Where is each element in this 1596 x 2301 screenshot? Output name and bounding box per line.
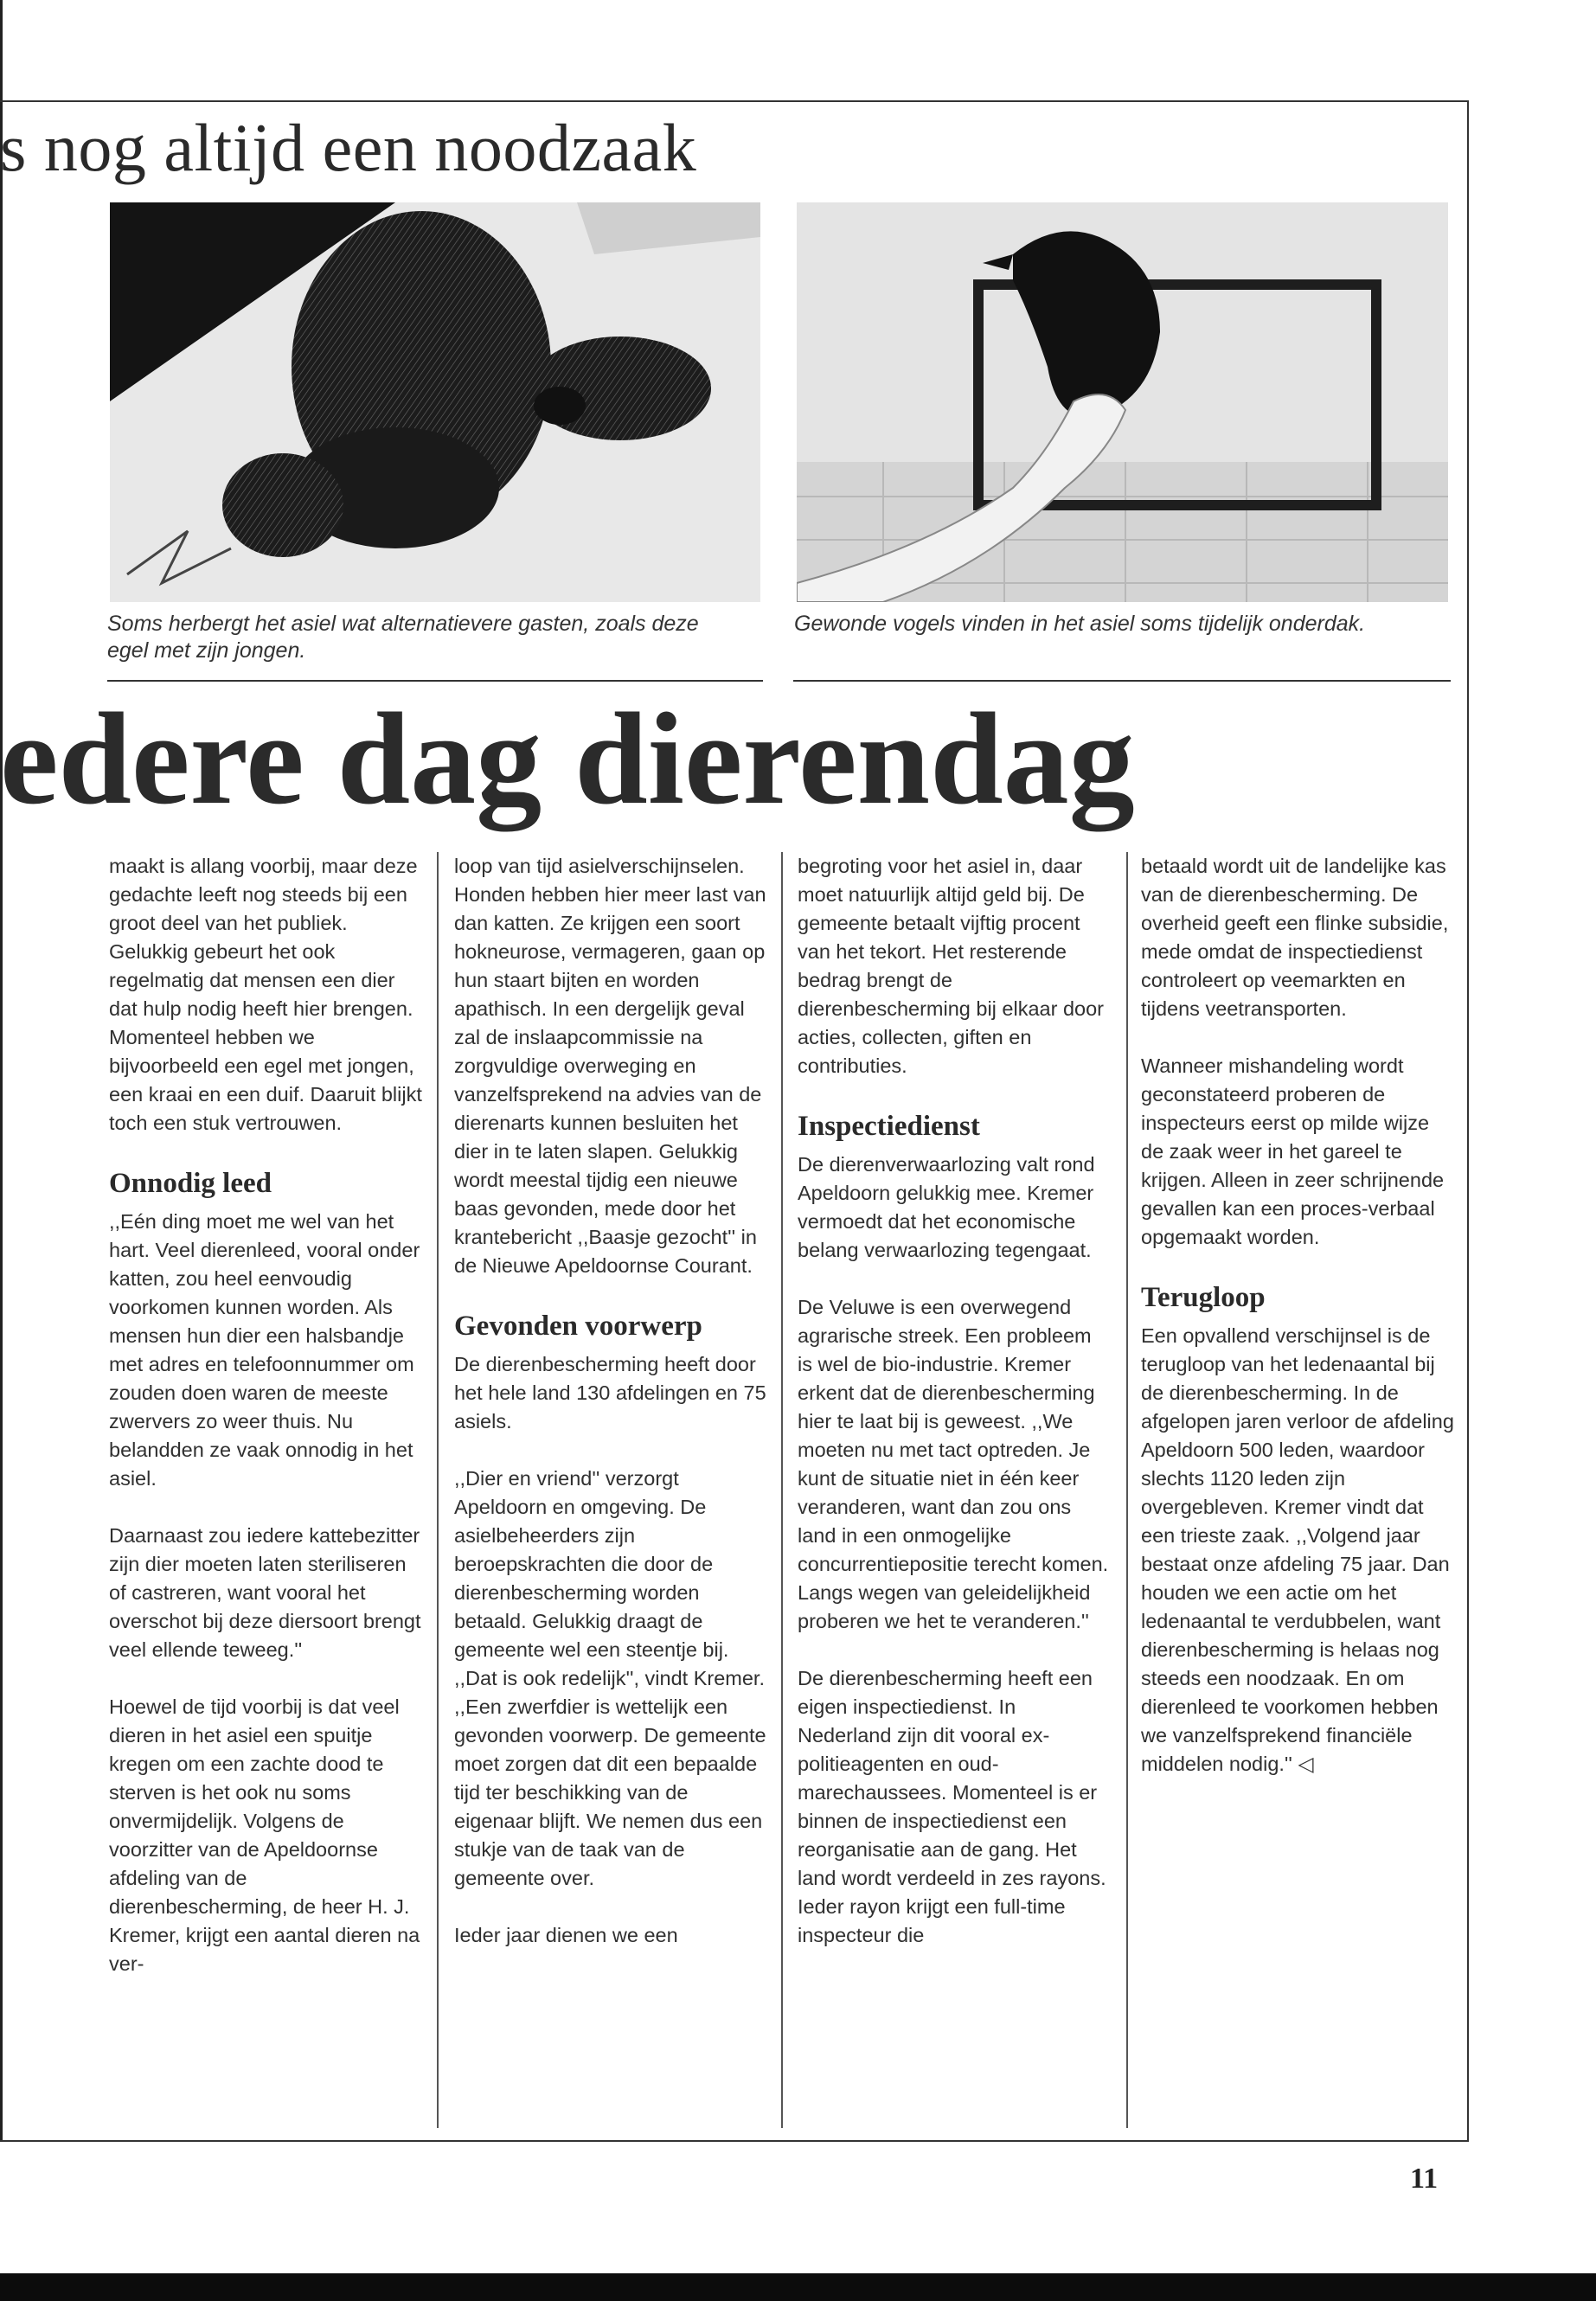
paragraph [1141,1322,1454,1779]
column-divider [437,852,439,2128]
paragraph: Daarnaast zou iedere kattebezitter zijn dier moeten laten steriliseren of castreren, want vooral het overschot bij deze diersoort brengt veel ellende teweeg.'' [109,1524,421,1661]
paragraph: betaald wordt uit de landelijke kas van de dierenbescherming. De overheid geeft een flinke subsidie, mede omdat de inspectiedienst controleert op veemarkten en tijdens veetransporten. [1141,855,1449,1020]
subheading-terugloop: Terugloop [1141,1282,1266,1313]
right-rule [1467,100,1469,2142]
paragraph: De dierenbescherming heeft door het hele land 130 afdelingen en 75 asiels. [454,1353,766,1433]
top-rule [0,100,1468,102]
subheading-gevonden-voorwerp: Gevonden voorwerp [454,1311,702,1342]
caption-rule-right [793,680,1451,682]
column-divider [781,852,783,2128]
crow-photo [797,202,1448,602]
paragraph-text: Een opvallend verschijnsel is de terugloop van het ledenaantal bij de dierenbescherming. In de afgelopen jaren verloor de afdeling Apeldoorn 500 leden, waardoor slechts 1120 leden zijn overgebleven. Kremer vindt dat een trieste zaak. ,,Volgend jaar bestaat onze afdeling 75 jaar. Dan houden we een actie om het ledenaantal te verdubbelen, want dierenbescherming is helaas nog steeds een noodzaak. En om dierenleed te voorkomen hebben we vanzelfsprekend financiële middelen nodig.'' [1141,1324,1454,1775]
paragraph: De dierenverwaarlozing valt rond Apeldoorn gelukkig mee. Kremer vermoedt dat het economische belang verwaarlozing tegengaat. [798,1153,1095,1261]
subheading-inspectiedienst: Inspectiedienst [798,1111,980,1142]
paragraph: ,,Dier en vriend'' verzorgt Apeldoorn en omgeving. De asielbeheerders zijn beroepskrachten die door de dierenbescherming worden betaald. Gelukkig draagt de gemeente wel een steentje bij. ,,Dat is ook redelijk'', vindt Kremer. ,,Een zwerfdier is wettelijk een gevonden voorwerp. De gemeente moet zorgen dat dit een bepaalde tijd ter beschikking van de eigenaar blijft. We nemen dus een stukje van de taak van de gemeente over. [454,1467,766,1889]
article-column-4 [1141,852,1454,2132]
page-number: 11 [1410,2163,1439,2195]
paragraph: loop van tijd asielverschijnselen. Honden hebben hier meer last van dan katten. Ze krijgen een soort hokneurose, vermageren, gaan op hun staart bijten en worden apathisch. In een dergelijk geval zal de inslaapcommissie na zorgvuldige overweging en vanzelfsprekend na advies van de dierenarts kunnen besluiten het dier in te laten slapen. Gelukkig wordt meestal tijdig een nieuwe baas gevonden, mede door het krantebericht ,,Baasje gezocht'' in de Nieuwe Apeldoornse Courant. [454,855,766,1277]
hedgehog-photo [110,202,760,602]
paragraph: Ieder jaar dienen we een [454,1924,678,1946]
column-divider [1126,852,1128,2128]
bottom-rule [0,2140,1468,2142]
caption-rule-left [107,680,763,682]
page-left-edge [0,0,3,2141]
article-column-1 [109,852,422,2132]
paragraph: De dierenbescherming heeft een eigen inspectiedienst. In Nederland zijn dit vooral ex-politieagenten en oud-marechaussees. Momenteel is er binnen de inspectiedienst een reorganisatie aan de gang. Het land wordt verdeeld in zes rayons. Ieder rayon krijgt een full-time inspecteur die [798,1667,1106,1946]
paragraph: De Veluwe is een overwegend agrarische streek. Een probleem is wel de bio-industrie. Kremer erkent dat de dierenbescherming hier te laat bij is geweest. ,,We moeten nu met tact optreden. Je kunt de situatie niet in één keer veranderen, want dan zou ons land in een onmogelijke concurrentiepositie terecht komen. Langs wegen van geleidelijkheid proberen we het te veranderen.'' [798,1296,1109,1632]
paragraph: Wanneer mishandeling wordt geconstateerd proberen de inspecteurs eerst op milde wijze de zaak weer in het gareel te krijgen. Alleen in zeer schrijnende gevallen kan een proces-verbaal opgemaakt worden. [1141,1054,1445,1248]
end-mark-icon: ◁ [1298,1753,1314,1775]
paragraph: maakt is allang voorbij, maar deze gedachte leeft nog steeds bij een groot deel van het publiek. Gelukkig gebeurt het ook regelmatig dat mensen een dier dat hulp nodig heeft hier brengen. Momenteel hebben we bijvoorbeeld een egel met jongen, een kraai en een duif. Daaruit blijkt toch een stuk vertrouwen. [109,855,422,1134]
scan-bottom-edge [0,2273,1596,2301]
article-column-3 [798,852,1109,2132]
article-column-2 [454,852,767,2132]
paragraph: ,,Eén ding moet me wel van het hart. Veel dierenleed, vooral onder katten, zou heel eenvoudig voorkomen kunnen worden. Als mensen hun dier een halsbandje met adres en telefoonnummer om zouden doen waren de meeste zwervers zo weer thuis. Nu belandden ze vaak onnodig in het asiel. [109,1210,420,1490]
crow-photo-caption: Gewonde vogels vinden in het asiel soms tijdelijk onderdak. [794,612,1366,636]
paragraph: Hoewel de tijd voorbij is dat veel dieren in het asiel een spuitje kregen om een zachte dood te sterven is het ook nu soms onvermijdelijk. Volgens de voorzitter van de Apeldoornse afdeling van de dierenbescherming, de heer H. J. Kremer, krijgt een aantal dieren na ver- [109,1695,420,1975]
kicker-title: s nog altijd een noodzaak [0,111,697,185]
article-headline: edere dag dierendag [0,686,1135,831]
paragraph: begroting voor het asiel in, daar moet natuurlijk altijd geld bij. De gemeente betaalt vijftig procent van het tekort. Het resterende bedrag brengt de dierenbescherming bij elkaar door acties, collecten, giften en contributies. [798,855,1105,1077]
hedgehog-photo-caption: Soms herbergt het asiel wat alternatievere gasten, zoals deze egel met zijn jongen. [107,612,699,663]
subheading-onnodig-leed: Onnodig leed [109,1168,272,1199]
